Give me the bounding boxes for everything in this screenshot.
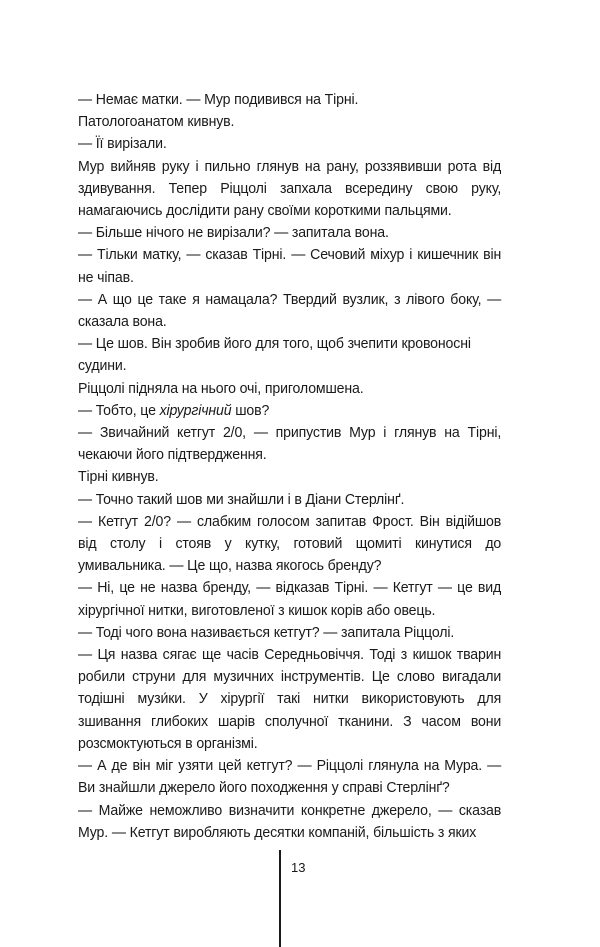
paragraph: — Ні, це не назва бренду, — відказав Тірні. — Кетгут — це вид хірургічної нитки, виготовленої з кишок корів або овець.: [78, 579, 502, 619]
paragraph: — Немає матки. — Мур подивився на Тірні.: [78, 91, 359, 108]
paragraph: Патологоанатом кивнув.: [78, 113, 235, 131]
paragraph: — Тільки матку, — сказав Тірні. — Сечовий міхур і кишечник він не чіпав.: [78, 246, 502, 286]
paragraph: — Майже неможливо визначити конкретне джерело, — сказав Мур. — Кетгут виробляють десятки компаній, більшість з яких: [78, 801, 502, 841]
paragraph: — Це шов. Він зробив його для того, щоб зчепити кровоносні судини.: [78, 335, 471, 375]
paragraph-text: — Тобто, це: [78, 401, 160, 419]
page-number: 13: [291, 860, 306, 875]
paragraph: — Кетгут 2/0? — слабким голосом запитав Фрост. Він відійшов від столу і стояв у кутку, готовий щомиті кинутися до умивальника. — Це що, назва якогось бренду?: [78, 512, 502, 575]
paragraph: — А що це таке я намацала? Твердий вузлик, з лівого боку, — сказала вона.: [78, 290, 502, 331]
paragraph: Мур вийняв руку і пильно глянув на рану, роззявивши рота від здивування. Тепер Ріццолі запхала всередину свою руку, намагаючись дослідити рану своїми короткими пальцями.: [78, 157, 502, 220]
paragraph: — Більше нічого не вирізали? — запитала вона.: [78, 224, 389, 242]
paragraph: — Звичайний кетгут 2/0, — припустив Мур і глянув на Тірні, чекаючи його підтвердження.: [78, 424, 502, 464]
footer-rule: [279, 850, 281, 947]
paragraph: — Тоді чого вона називається кетгут? — запитала Ріццолі.: [78, 623, 455, 641]
body-text: [78, 89, 501, 844]
paragraph: Ріццолі підняла на нього очі, приголомшена.: [78, 379, 364, 397]
paragraph: — Точно такий шов ми знайшли і в Діани Стерлінґ.: [78, 490, 405, 508]
emphasis-text: хірургічний: [159, 401, 232, 419]
paragraph: Тірні кивнув.: [78, 468, 159, 486]
paragraph: — Її вирізали.: [78, 135, 167, 153]
paragraph: [78, 400, 501, 422]
paragraph-text: шов?: [231, 401, 270, 419]
paragraph: — Ця назва сягає ще часів Середньовіччя. Тоді з кишок тварин робили струни для музичних інструментів. Це слово вигадали тодішні музи́ки. У хірургії такі нитки використовують для зшивання глибоких шарів сполучної тканини. З часом вони розсмоктуються в організмі.: [78, 646, 502, 752]
paragraph: — А де він міг узяти цей кетгут? — Ріццолі глянула на Мура. — Ви знайшли джерело його походження у справі Стерлінґ?: [78, 757, 502, 797]
